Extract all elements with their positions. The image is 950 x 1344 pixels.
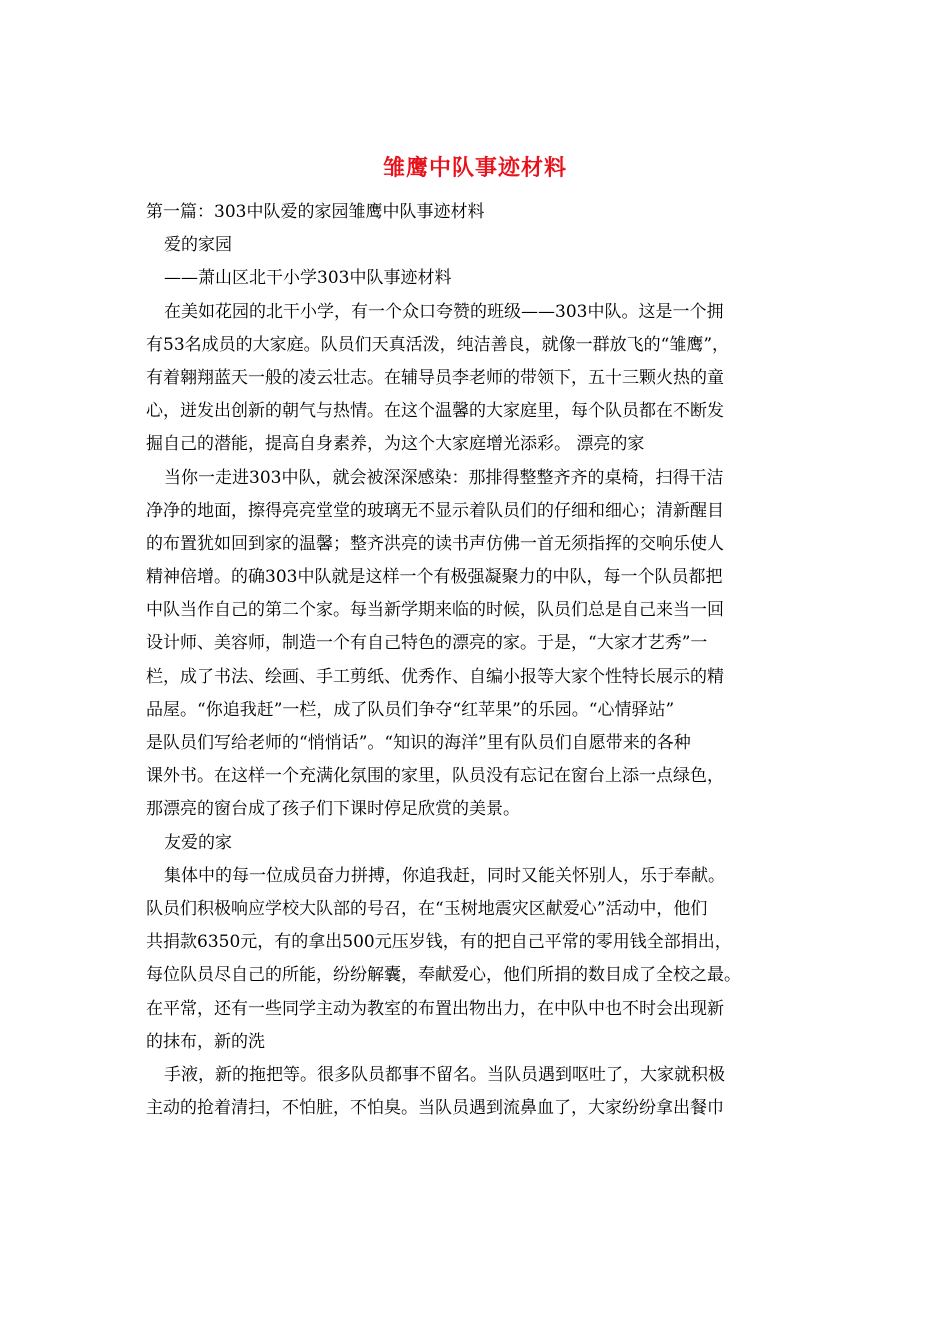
text-line: 课外书。在这样一个充满化氛围的家里，队员没有忘记在窗台上添一点绿色， — [146, 766, 724, 787]
text-line: 在美如花园的北干小学，有一个众口夸赞的班级——303中队。这是一个拥 — [164, 301, 724, 322]
text-line: 品屋。“你追我赶”一栏，成了队员们争夺“红苹果”的乐园。“心情驿站” — [146, 699, 675, 720]
text-line: 友爱的家 — [164, 832, 232, 853]
text-line: 净净的地面，擦得亮亮堂堂的玻璃无不显示着队员们的仔细和细心；清新醒目 — [146, 500, 724, 521]
text-line: 精神倍增。的确303中队就是这样一个有极强凝聚力的中队，每一个队员都把 — [146, 567, 723, 588]
text-line: 手液，新的拖把等。很多队员都事不留名。当队员遇到呕吐了，大家就积极 — [164, 1064, 725, 1085]
text-line: 集体中的每一位成员奋力拼搏，你追我赶，同时又能关怀别人，乐于奉献。 — [164, 865, 725, 886]
text-line: 当你一走进303中队，就会被深深感染：那排得整整齐齐的桌椅，扫得干洁 — [164, 467, 724, 488]
text-line: 有着翱翔蓝天一般的凌云壮志。在辅导员李老师的带领下，五十三颗火热的童 — [146, 367, 724, 388]
text-line: 心，迸发出创新的朝气与热情。在这个温馨的大家庭里，每个队员都在不断发 — [146, 401, 724, 422]
text-line: 栏，成了书法、绘画、手工剪纸、优秀作、自编小报等大家个性特长展示的精 — [146, 666, 724, 687]
text-line: 那漂亮的窗台成了孩子们下课时停足欣赏的美景。 — [146, 799, 520, 820]
text-line: ——萧山区北干小学303中队事迹材料 — [164, 268, 452, 289]
document-body — [146, 196, 806, 1125]
text-line: 每位队员尽自己的所能，纷纷解囊，奉献爱心，他们所捐的数目成了全校之最。 — [146, 965, 741, 986]
text-line: 中队当作自己的第二个家。每当新学期来临的时候，队员们总是自己来当一回 — [146, 600, 724, 621]
text-line: 设计师、美容师，制造一个有自己特色的漂亮的家。于是，“大家才艺秀”一 — [146, 633, 708, 654]
text-line: 在平常，还有一些同学主动为教室的布置出物出力，在中队中也不时会出现新 — [146, 998, 724, 1019]
text-line: 主动的抢着清扫，不怕脏，不怕臭。当队员遇到流鼻血了，大家纷纷拿出餐巾 — [146, 1098, 724, 1119]
text-line: 队员们积极响应学校大队部的号召，在“玉树地震灾区献爱心”活动中，他们 — [146, 898, 708, 919]
text-line: 是队员们写给老师的“悄悄话”。“知识的海洋”里有队员们自愿带来的各种 — [146, 733, 691, 753]
text-line: 的布置犹如回到家的温馨；整齐洪亮的读书声仿佛一首无须指挥的交响乐使人 — [146, 533, 724, 554]
text-line: 共捐款6350元，有的拿出500元压岁钱，有的把自己平常的零用钱全部捐出， — [146, 932, 732, 953]
text-line: 第一篇：303中队爱的家园雏鹰中队事迹材料 — [146, 202, 485, 222]
text-line: 爱的家园 — [164, 235, 232, 256]
text-line: 的抹布，新的洗 — [146, 1031, 265, 1052]
text-line: 掘自己的潜能，提高自身素养，为这个大家庭增光添彩。 漂亮的家 — [146, 434, 645, 455]
text-line: 有53名成员的大家庭。队员们天真活泼，纯洁善良，就像一群放飞的“雏鹰”， — [146, 334, 730, 355]
document-title: 雏鹰中队事迹材料 — [382, 155, 567, 181]
